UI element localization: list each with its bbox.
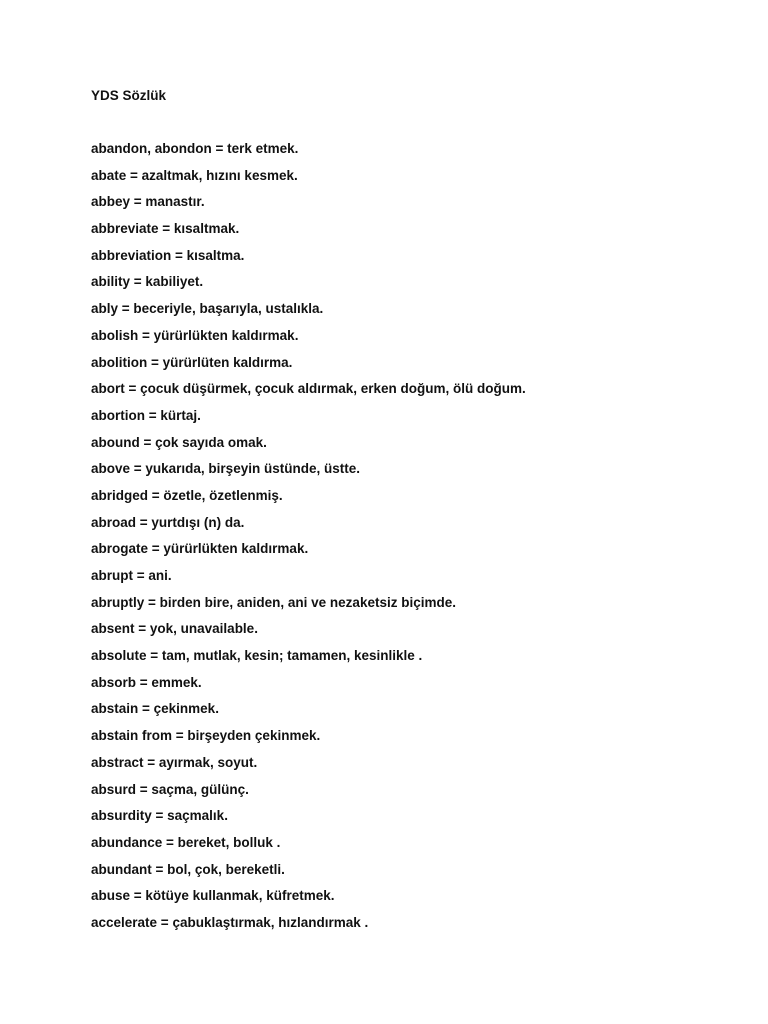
glossary-entry: abundant = bol, çok, bereketli. [91, 861, 285, 877]
glossary-list [91, 140, 526, 941]
glossary-entry: abrupt = ani. [91, 568, 172, 583]
glossary-entry: abound = çok sayıda omak. [91, 434, 267, 450]
glossary-entry: abstain = çekinmek. [91, 701, 219, 717]
glossary-entry: ably = beceriyle, başarıyla, ustalıkla. [91, 301, 324, 317]
glossary-entry: absurdity = saçmalık. [91, 808, 228, 824]
glossary-entry: absurd = saçma, gülünç. [91, 781, 249, 797]
glossary-entry: abstain from = birşeyden çekinmek. [91, 728, 321, 744]
glossary-entry: abstract = ayırmak, soyut. [91, 754, 258, 770]
glossary-entry: abrogate = yürürlükten kaldırmak. [91, 541, 309, 557]
glossary-entry: abortion = kürtaj. [91, 407, 201, 423]
glossary-entry: accelerate = çabuklaştırmak, hızlandırmak . [91, 914, 369, 930]
glossary-entry: above = yukarıda, birşeyin üstünde, üstte. [91, 461, 360, 477]
glossary-entry: absent = yok, unavailable. [91, 621, 258, 637]
glossary-entry: abbreviate = kısaltmak. [91, 221, 240, 237]
glossary-entry: abridged = özetle, özetlenmiş. [91, 487, 283, 503]
glossary-entry: abate = azaltmak, hızını kesmek. [91, 167, 298, 183]
glossary-entry: absorb = emmek. [91, 674, 202, 690]
glossary-entry: abuse = kötüye kullanmak, küfretmek. [91, 888, 335, 904]
glossary-entry: abandon, abondon = terk etmek. [91, 141, 299, 156]
glossary-entry: abort = çocuk düşürmek, çocuk aldırmak, erken doğum, ölü doğum. [91, 381, 526, 397]
glossary-entry: abruptly = birden bire, aniden, ani ve nezaketsiz biçimde. [91, 594, 456, 610]
glossary-entry: ability = kabiliyet. [91, 274, 204, 290]
glossary-entry: abolish = yürürlükten kaldırmak. [91, 327, 299, 343]
document-title: YDS Sözlük [91, 88, 167, 103]
glossary-entry: abbreviation = kısaltma. [91, 247, 245, 263]
glossary-entry: abolition = yürürlüten kaldırma. [91, 354, 293, 370]
glossary-entry: abroad = yurtdışı (n) da. [91, 514, 245, 530]
glossary-entry: absolute = tam, mutlak, kesin; tamamen, kesinlikle . [91, 648, 423, 664]
glossary-entry: abbey = manastır. [91, 194, 205, 210]
glossary-entry: abundance = bereket, bolluk . [91, 834, 281, 850]
